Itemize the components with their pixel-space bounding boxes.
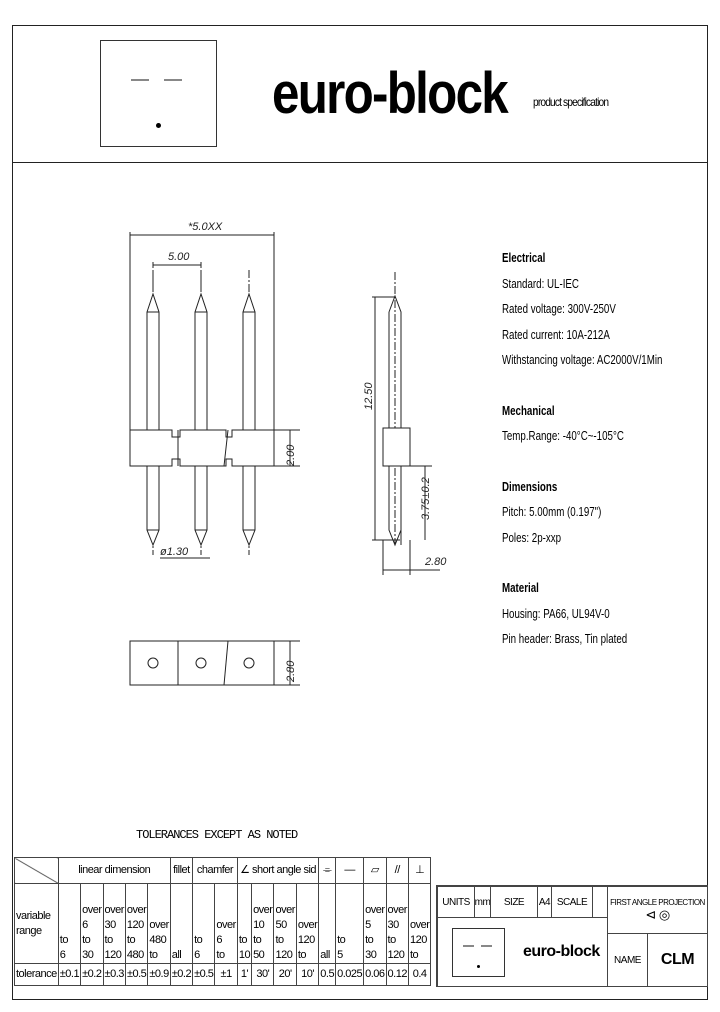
range-cell: all — [319, 884, 336, 964]
spec-line: Housing: PA66, UL94V-0 — [502, 606, 610, 621]
range-cell: over 6 to — [215, 884, 237, 964]
spec-line: Rated voltage: 300V-250V — [502, 302, 616, 316]
size-label: SIZE — [490, 886, 538, 918]
tolerance-value: 10' — [296, 964, 318, 986]
tolerance-value: ±0.5 — [193, 964, 215, 986]
brand-cell — [437, 917, 608, 987]
tolerance-title: TOLERANCES EXCEPT AS NOTED — [136, 828, 298, 842]
spec-line: Withstancing voltage: AC2000V/1Min — [502, 353, 663, 367]
dim-housing-height: 2.00 — [285, 444, 297, 466]
tolerance-label: tolerance — [15, 964, 59, 986]
tolerance-group-header: — — [336, 858, 364, 884]
range-cell: over 120 to 480 — [125, 884, 147, 964]
dim-bottom-width: 2.80 — [285, 660, 297, 682]
tolerance-group-header: ⊥ — [408, 858, 430, 884]
dim-tail-length: 3.75±0.2 — [420, 477, 432, 520]
bottom-view — [130, 641, 300, 685]
tolerance-value: 0.025 — [336, 964, 364, 986]
brand-name: euro-block — [272, 61, 508, 126]
name-value: CLM — [647, 933, 708, 987]
range-cell: over 6 to 30 — [81, 884, 103, 964]
range-cell: over 30 to 120 — [103, 884, 125, 964]
projection-cell — [607, 886, 708, 934]
range-cell: to 10 — [237, 884, 251, 964]
spec-line: Standard: UL-IEC — [502, 276, 579, 291]
spec-line: Pitch: 5.00mm (0.197") — [502, 505, 602, 519]
spec-heading: Electrical — [502, 251, 546, 265]
size-value: A4 — [537, 886, 552, 918]
dim-total-length: 12.50 — [363, 382, 375, 410]
spec-line: Poles: 2p-xxp — [502, 530, 562, 545]
scale-value — [592, 886, 608, 918]
pin — [243, 270, 255, 555]
tolerance-value: 0.5 — [319, 964, 336, 986]
tolerance-value: ±0.2 — [81, 964, 103, 986]
range-cell: to 6 — [193, 884, 215, 964]
range-cell: to 5 — [336, 884, 364, 964]
tolerance-value: ±0.1 — [58, 964, 80, 986]
range-label: variable range — [15, 884, 59, 964]
document-subtitle: product specification — [533, 95, 609, 109]
spec-line: Temp.Range: -40°C~-105°C — [502, 429, 624, 443]
range-cell: to 6 — [58, 884, 80, 964]
scale-label: SCALE — [551, 886, 593, 918]
range-cell: over 120 to — [408, 884, 430, 964]
pin — [195, 270, 207, 555]
first-angle-projection-icon: ⊲ ◎ — [645, 906, 670, 922]
tolerance-value: 0.12 — [386, 964, 408, 986]
range-cell: over 5 to 30 — [364, 884, 386, 964]
tolerance-value: ±1 — [215, 964, 237, 986]
tolerance-value: 0.4 — [408, 964, 430, 986]
spec-line: Pin header: Brass, Tin plated — [502, 632, 628, 646]
units-value: mm — [474, 886, 491, 918]
tolerance-group-header: // — [386, 858, 408, 884]
projection-label: FIRST ANGLE PROJECTION — [610, 897, 705, 907]
tolerance-value: 0.06 — [364, 964, 386, 986]
front-view — [130, 232, 300, 558]
pin — [147, 270, 159, 555]
tolerance-table — [14, 857, 431, 986]
tolerance-value: ±0.2 — [170, 964, 192, 986]
brand-name-small: euro-block — [523, 943, 600, 960]
range-cell: over 50 to 120 — [274, 884, 296, 964]
tolerance-value: ±0.3 — [103, 964, 125, 986]
tolerance-value: 20' — [274, 964, 296, 986]
range-cell: over 30 to 120 — [386, 884, 408, 964]
tolerance-group-header: fillet — [170, 858, 192, 884]
logo-small — [452, 928, 505, 977]
tolerance-group-header: linear dimension — [58, 858, 170, 884]
side-view — [372, 272, 440, 575]
tolerance-group-header: ▱ — [364, 858, 386, 884]
spec-heading: Dimensions — [502, 479, 558, 494]
units-label: UNITS — [437, 886, 475, 918]
spec-list — [502, 246, 662, 653]
title-block — [436, 885, 708, 987]
tolerance-value: ±0.5 — [125, 964, 147, 986]
range-cell: over 10 to 50 — [252, 884, 274, 964]
tolerance-group-header: ∠ short angle sid — [237, 858, 318, 884]
dim-overall: *5.0XX — [188, 221, 223, 233]
spec-heading: Material — [502, 581, 539, 595]
tolerance-value: 30' — [252, 964, 274, 986]
tolerance-value: ±0.9 — [148, 964, 170, 986]
spec-line: Rated current: 10A-212A — [502, 327, 610, 342]
dim-pin-diameter: ø1.30 — [160, 546, 189, 558]
spec-heading: Mechanical — [502, 403, 555, 418]
dim-pitch: 5.00 — [168, 251, 190, 263]
tolerance-value: 1' — [237, 964, 251, 986]
diagonal-cell — [15, 858, 59, 884]
range-cell: over 480 to — [148, 884, 170, 964]
dim-side-width: 2.80 — [425, 556, 447, 568]
tolerance-group-header: ⌯ — [319, 858, 336, 884]
range-cell: all — [170, 884, 192, 964]
tolerance-group-header: chamfer — [193, 858, 238, 884]
range-cell: over 120 to — [296, 884, 318, 964]
name-label: NAME — [607, 933, 648, 987]
